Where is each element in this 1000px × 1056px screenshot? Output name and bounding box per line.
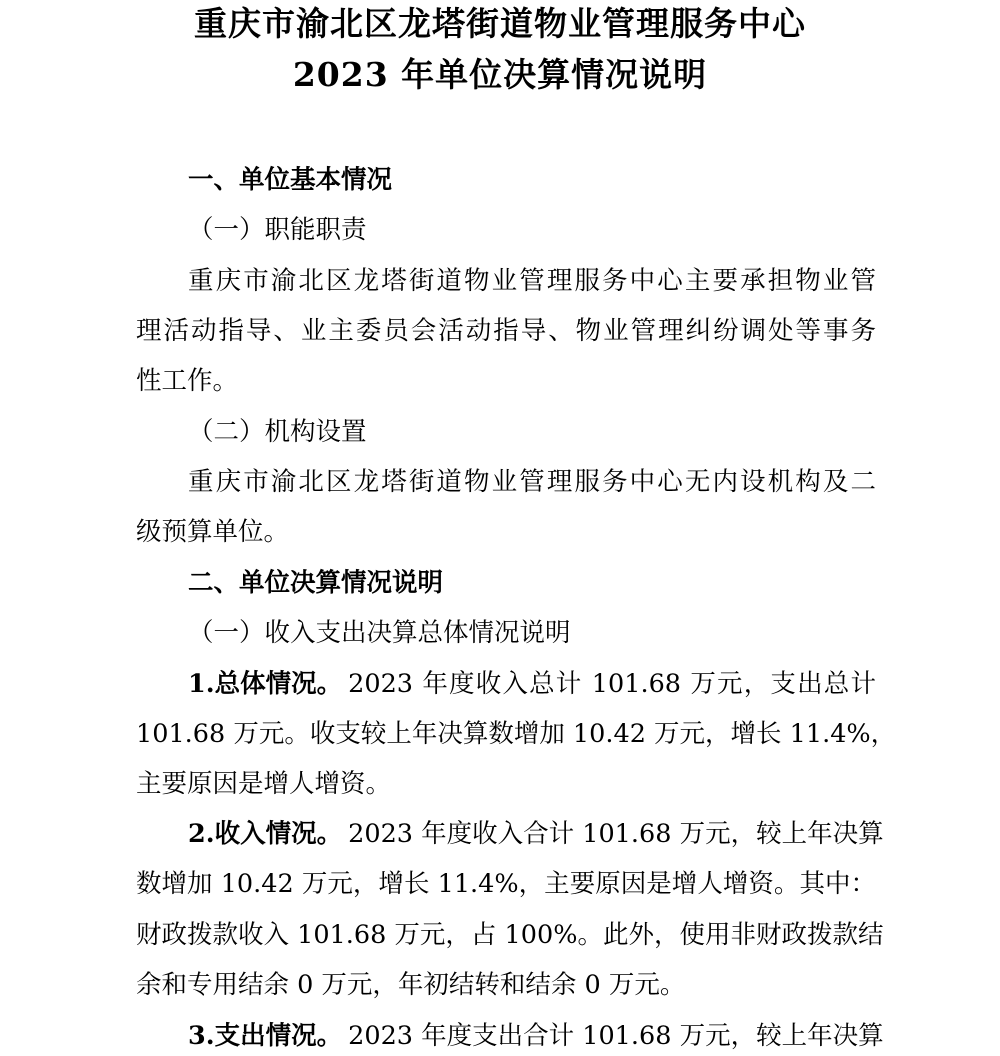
paragraph-line: 财政拨款收入 101.68 万元，占 100%。此外，使用非财政拨款结 — [136, 920, 884, 950]
paragraph-2-label: 2.收入情况。 — [188, 819, 343, 849]
paragraph-1-first-line — [188, 664, 876, 704]
subsection-1-1-heading: （一）职能职责 — [188, 215, 367, 245]
paragraph-line: 理活动指导、业主委员会活动指导、物业管理纠纷调处等事务 — [136, 316, 876, 346]
paragraph-line: 重庆市渝北区龙塔街道物业管理服务中心主要承担物业管 — [188, 266, 876, 296]
document-title-line-1: 重庆市渝北区龙塔街道物业管理服务中心 — [194, 4, 806, 43]
paragraph-3-first-line — [188, 1016, 884, 1056]
paragraph-3-label: 3.支出情况。 — [188, 1021, 343, 1051]
section-1-heading: 一、单位基本情况 — [188, 165, 393, 195]
document-title-line-2: 2023 年单位决算情况说明 — [292, 55, 708, 94]
paragraph-line: 余和专用结余 0 万元，年初结转和结余 0 万元。 — [136, 970, 686, 1000]
paragraph-line: 101.68 万元。收支较上年决算数增加 10.42 万元，增长 11.4%， — [136, 719, 897, 749]
paragraph-line: 数增加 10.42 万元，增长 11.4%，主要原因是增人增资。其中： — [136, 869, 876, 899]
subsection-2-1-heading: （一）收入支出决算总体情况说明 — [188, 618, 571, 648]
paragraph-line: 重庆市渝北区龙塔街道物业管理服务中心无内设机构及二 — [188, 467, 876, 497]
subsection-1-2-heading: （二）机构设置 — [188, 417, 367, 447]
paragraph-1-label: 1.总体情况。 — [188, 669, 343, 699]
paragraph-2-first-line — [188, 814, 884, 854]
paragraph-line: 级预算单位。 — [136, 517, 290, 547]
paragraph-line: 2023 年度支出合计 101.68 万元，较上年决算 — [348, 1021, 884, 1051]
paragraph-line: 2023 年度收入总计 101.68 万元，支出总计 — [348, 669, 876, 699]
paragraph-line: 主要原因是增人增资。 — [136, 769, 392, 799]
section-2-heading: 二、单位决算情况说明 — [188, 568, 444, 598]
paragraph-line: 性工作。 — [136, 366, 239, 396]
paragraph-line: 2023 年度收入合计 101.68 万元，较上年决算 — [348, 819, 884, 849]
